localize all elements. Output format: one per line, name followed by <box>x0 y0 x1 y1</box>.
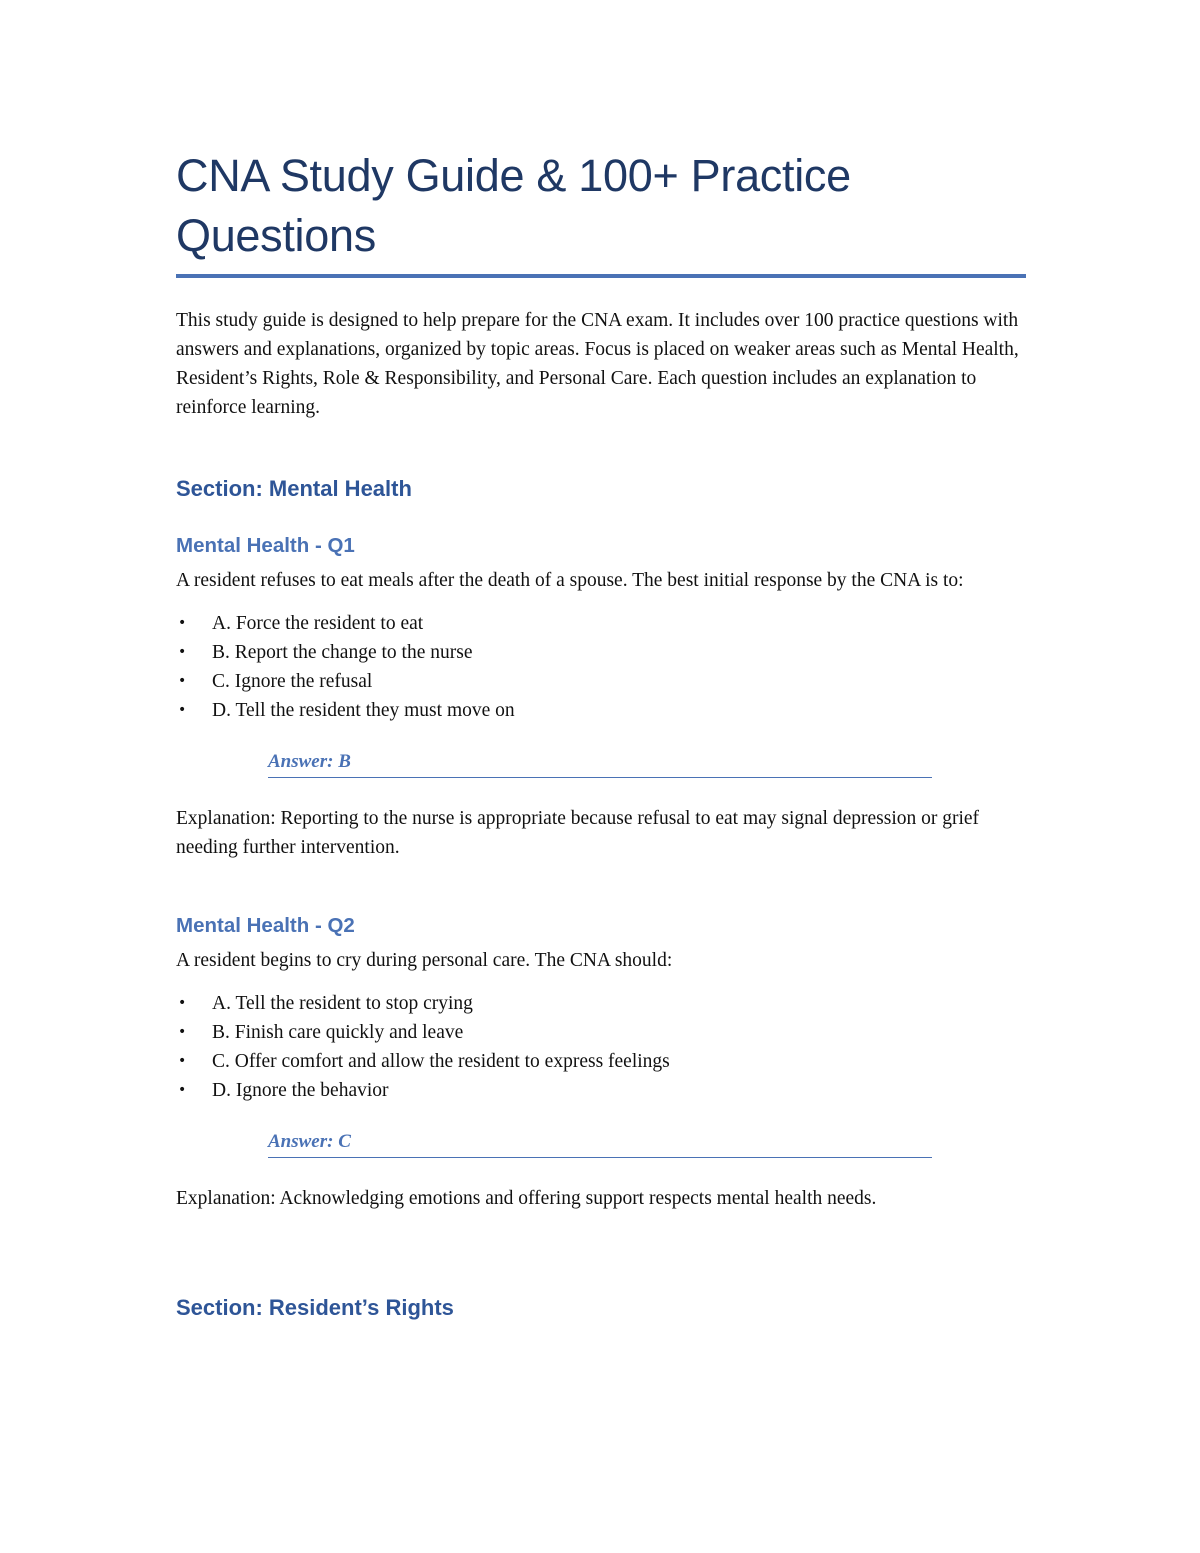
question-block <box>176 532 1026 862</box>
page-title: CNA Study Guide & 100+ Practice Questions <box>176 146 1026 278</box>
bullet-icon: • <box>178 995 187 1011</box>
explanation-text: Explanation: Reporting to the nurse is appropriate because refusal to eat may signal depression or grief needing further intervention. <box>176 808 980 858</box>
bullet-icon: • <box>178 1082 187 1098</box>
intro-paragraph: This study guide is designed to help prepare for the CNA exam. It includes over 100 practice questions with answers and explanations, organized by topic areas. Focus is placed on weaker areas such as Mental Health, Resident’s Rights, Role & Responsibility, and Personal Care. Each question includes an explanation to reinforce learning. <box>176 310 1019 418</box>
bullet-icon: • <box>178 615 187 631</box>
answer-label: Answer: C <box>268 1129 932 1158</box>
option-label: C. Offer comfort and allow the resident to express feelings <box>212 1051 670 1072</box>
answer-label: Answer: B <box>268 749 932 778</box>
option-item <box>176 989 1026 1018</box>
answer-options <box>176 989 1026 1105</box>
option-item <box>176 1076 1026 1105</box>
bullet-icon: • <box>178 673 187 689</box>
option-item <box>176 1018 1026 1047</box>
section-heading-mental-health: Section: Mental Health <box>176 476 412 501</box>
question-text: A resident refuses to eat meals after the death of a spouse. The best initial response by the CNA is to: <box>176 570 964 591</box>
question-text: A resident begins to cry during personal care. The CNA should: <box>176 950 673 971</box>
bullet-icon: • <box>178 1053 187 1069</box>
option-label: C. Ignore the refusal <box>212 671 373 692</box>
option-item <box>176 1047 1026 1076</box>
section-heading-residents-rights: Section: Resident’s Rights <box>176 1295 454 1320</box>
bullet-icon: • <box>178 1024 187 1040</box>
question-block <box>176 912 1026 1213</box>
option-label: B. Finish care quickly and leave <box>212 1022 464 1043</box>
question-heading: Mental Health - Q2 <box>176 914 355 937</box>
bullet-icon: • <box>178 644 187 660</box>
answer-options <box>176 609 1026 725</box>
option-label: B. Report the change to the nurse <box>212 642 473 663</box>
bullet-icon: • <box>178 702 187 718</box>
option-label: A. Force the resident to eat <box>212 613 424 634</box>
explanation-text: Explanation: Acknowledging emotions and offering support respects mental health needs. <box>176 1188 877 1209</box>
option-item <box>176 609 1026 638</box>
option-item <box>176 667 1026 696</box>
option-label: A. Tell the resident to stop crying <box>212 993 473 1014</box>
question-heading: Mental Health - Q1 <box>176 534 355 557</box>
option-item <box>176 696 1026 725</box>
option-label: D. Ignore the behavior <box>212 1080 389 1101</box>
option-label: D. Tell the resident they must move on <box>212 700 515 721</box>
document-page <box>176 146 1026 1323</box>
option-item <box>176 638 1026 667</box>
